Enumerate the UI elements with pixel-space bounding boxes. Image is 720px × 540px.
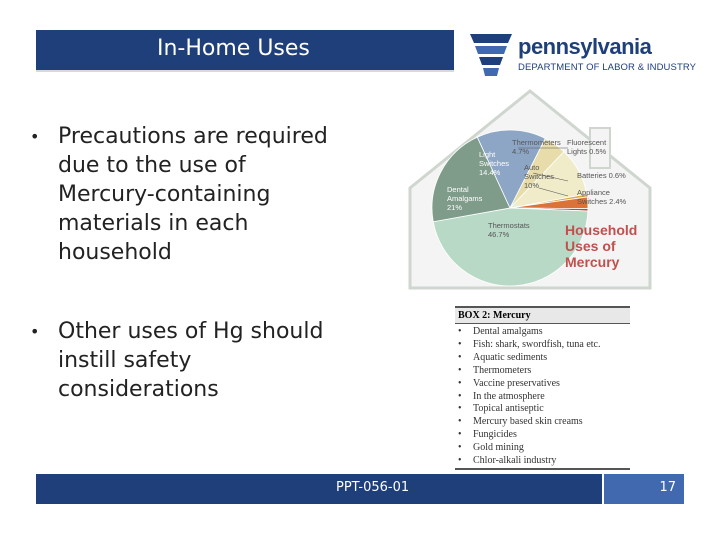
title-bar bbox=[36, 30, 454, 72]
pie-label-line: Auto bbox=[524, 163, 540, 172]
pa-logo bbox=[468, 30, 698, 80]
pie-label-line: 14.4% bbox=[479, 168, 501, 177]
box-list-item: • Thermometers bbox=[455, 365, 630, 378]
pie-label bbox=[577, 171, 626, 180]
box-list-item: • Mercury based skin creams bbox=[455, 416, 630, 429]
mercury-box bbox=[455, 306, 630, 470]
bullet-icon: • bbox=[30, 127, 40, 146]
pie-label-line: Switches bbox=[479, 159, 510, 168]
bullet-text: Precautions are required due to the use of Mercury-containing materials in each household bbox=[58, 124, 328, 265]
footer-code: PPT-056-01 bbox=[336, 480, 410, 495]
slide-title: In-Home Uses bbox=[157, 36, 310, 61]
box-bottom-rule bbox=[455, 468, 630, 470]
pie-label-line: Batteries 0.6% bbox=[577, 171, 626, 180]
house-chart-title bbox=[565, 222, 637, 270]
pie-label-line: Light bbox=[479, 150, 496, 159]
bullet-list bbox=[30, 122, 330, 404]
page-number-box bbox=[604, 474, 684, 504]
keystone-icon bbox=[468, 30, 514, 78]
box-list-item: • Dental amalgams bbox=[455, 326, 630, 339]
bullet-icon: • bbox=[30, 322, 40, 341]
footer-bar bbox=[36, 474, 602, 504]
box-list-item: • Vaccine preservatives bbox=[455, 378, 630, 391]
pie-label-line: Fluorescent bbox=[567, 138, 607, 147]
pie-label-line: Appliance bbox=[577, 188, 610, 197]
pie-label-line: Thermometers bbox=[512, 138, 561, 147]
bullet-item bbox=[30, 122, 330, 267]
box-list-item: • Gold mining bbox=[455, 442, 630, 455]
box-heading: BOX 2: Mercury bbox=[455, 306, 630, 324]
bullet-item bbox=[30, 317, 330, 404]
logo-department: DEPARTMENT OF LABOR & INDUSTRY bbox=[518, 62, 697, 73]
box-list-item: • Topical antiseptic bbox=[455, 403, 630, 416]
box-list bbox=[455, 326, 630, 468]
pie-label-line: 10% bbox=[524, 181, 540, 190]
pie-label bbox=[567, 138, 607, 156]
pie-label-line: Thermostats bbox=[488, 221, 530, 230]
box-list-item: • Chlor-alkali industry bbox=[455, 455, 630, 468]
box-list-item: • Fungicides bbox=[455, 429, 630, 442]
pie-label-line: Switches 2.4% bbox=[577, 197, 627, 206]
title-line: Household bbox=[565, 222, 638, 238]
logo-brand: pennsylvania bbox=[518, 34, 652, 59]
pie-label-line: 4.7% bbox=[512, 147, 530, 156]
pie-label-line: Dental bbox=[447, 185, 469, 194]
pie-label-line: Switches bbox=[524, 172, 555, 181]
box-list-item: • In the atmosphere bbox=[455, 391, 630, 404]
title-line: Mercury bbox=[565, 254, 620, 270]
pie-label-line: 46.7% bbox=[488, 230, 510, 239]
box-list-item: • Aquatic sediments bbox=[455, 352, 630, 365]
page-number: 17 bbox=[659, 480, 676, 495]
bullet-text: Other uses of Hg should instill safety considerations bbox=[58, 319, 324, 402]
title-line: Uses of bbox=[565, 238, 616, 254]
pie-label-line: 21% bbox=[447, 203, 463, 212]
box-list-item: • Fish: shark, swordfish, tuna etc. bbox=[455, 339, 630, 352]
pie-label-line: Amalgams bbox=[447, 194, 483, 203]
pie-label-line: Lights 0.5% bbox=[567, 147, 607, 156]
